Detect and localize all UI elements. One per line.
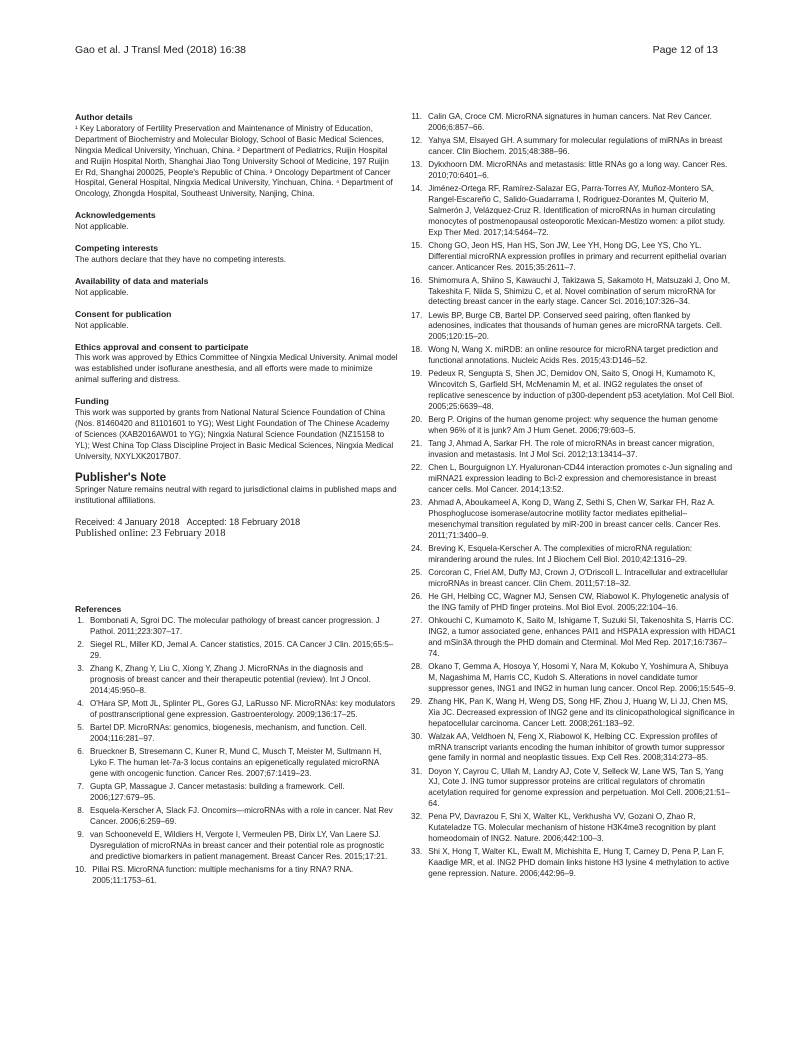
reference-item	[75, 699, 398, 721]
reference-text: Lewis BP, Burge CB, Bartel DP. Conserved seed pairing, often flanked by adenosines, indicates that thousands of human genes are microRNA targets. Cell. 2005;120:15–20.	[428, 310, 723, 342]
section-heading: Competing interests	[75, 243, 159, 254]
reference-item	[411, 767, 736, 811]
reference-text: Calin GA, Croce CM. MicroRNA signatures in human cancers. Nat Rev Cancer. 2006;6:857–66.	[428, 112, 712, 132]
reference-item	[75, 616, 398, 638]
reference-text: Chong GO, Jeon HS, Han HS, Son JW, Lee YH, Hong DG, Lee YS, Cho YL. Differential microRNA expression profiles in primary and recurrent epithelial ovarian cancer. Anticancer Res. 2015;35:2611–7.	[428, 240, 727, 272]
reference-number: 3.	[77, 664, 84, 674]
reference-text: Pedeux R, Sengupta S, Shen JC, Demidov ON, Saito S, Onogi H, Kumamoto K, Wincovitch S, Garfield SH, McMenamin M, et al. ING2 regulates the onset of replicative senescence by induction of p300-dependent p53 acetylation. Mol Cell Biol. 2005;25:6639–48.	[428, 369, 735, 412]
reference-item	[75, 782, 398, 804]
reference-number: 16.	[411, 275, 423, 285]
reference-number: 2.	[77, 640, 84, 650]
reference-item	[411, 697, 736, 730]
reference-text: Pillai RS. MicroRNA function: multiple mechanisms for a tiny RNA? RNA. 2005;11:1753–61.	[92, 864, 354, 885]
section-heading: Funding	[75, 396, 109, 407]
reference-number: 10.	[75, 864, 87, 874]
declarations	[75, 112, 398, 463]
section-body: This work was approved by Ethics Committee of Ningxia Medical University. Animal model was established under isoflurane anesthesia, and all efforts were made to minimize animal suffering and distress.	[75, 353, 398, 385]
reference-item	[411, 568, 736, 590]
reference-text: Tang J, Ahmad A, Sarkar FH. The role of microRNAs in breast cancer migration, invasion and metastasis. Int J Mol Sci. 2012;13:13414–37.	[428, 439, 715, 460]
right-column	[411, 112, 736, 882]
reference-text: Siegel RL, Miller KD, Jemal A. Cancer statistics, 2015. CA Cancer J Clin. 2015;65:5–29.	[90, 640, 394, 661]
reference-text: Corcoran C, Friel AM, Duffy MJ, Crown J, O'Driscoll L. Intracellular and extracellular microRNAs in breast cancer. Clin Chem. 2011;57:18–32.	[428, 567, 728, 588]
section-heading: Author details	[75, 112, 133, 122]
reference-item	[75, 723, 398, 745]
reference-item	[411, 592, 736, 614]
reference-number: 29.	[411, 696, 423, 706]
reference-text: Jiménez-Ortega RF, Ramírez-Salazar EG, Parra-Torres AY, Muñoz-Montero SA, Rangel-Escareño C, Salido-Guadarrama I, Rodriguez-Dorantes M, Quiterio M, Salmerón J, Velázquez-Cruz R. Identification of microRNAs in human circulating monocytes of postmenopausal osteoporotic Mexican-Mestizo women: a pilot study. Exp Ther Med. 2017;14:5464–72.	[428, 184, 726, 237]
section-body: Not applicable.	[75, 222, 129, 232]
left-column	[75, 112, 398, 889]
reference-text: He GH, Helbing CC, Wagner MJ, Sensen CW, Riabowol K. Phylogenetic analysis of the ING family of PHD finger proteins. Mol Biol Evol. 2005;22:104–16.	[428, 591, 729, 612]
reference-text: Gupta GP, Massague J. Cancer metastasis: building a framework. Cell. 2006;127:679–95.	[90, 782, 345, 802]
reference-text: Esquela-Kerscher A, Slack FJ. Oncomirs—microRNAs with a role in cancer. Nat Rev Cancer. 2006;6:259–69.	[90, 806, 393, 826]
reference-number: 28.	[411, 661, 423, 671]
reference-number: 1.	[77, 616, 84, 626]
section-body: This work was supported by grants from National Natural Science Foundation of China (Nos. 81460420 and 81101601 to YG); West Light Foundation of The Chinese Academy of Sciences (XAB2016AW01 to YG); Ningxia Natural Science Foundation (NZ15158 to YL); West China Top Class Discipline Project in Basic Medical Sciences, Ningxia Medical University, NXYLXK2017B07.	[75, 408, 394, 461]
reference-number: 33.	[411, 847, 423, 857]
article-dates	[75, 517, 398, 540]
reference-number: 18.	[411, 345, 423, 355]
reference-text: Berg P. Origins of the human genome project: why sequence the human genome when 96% of it is junk? Am J Hum Genet. 2006;79:603–5.	[428, 415, 718, 436]
reference-item	[75, 865, 398, 887]
reference-number: 6.	[77, 747, 84, 757]
reference-text: Ahmad A, Aboukameel A, Kong D, Wang Z, Sethi S, Chen W, Sarkar FH, Raz A. Phosphoglucose isomerase/autocrine motility factor mediates epithelial–mesenchymal transition regulated by miR-200 in breast cancer cells. Cancer Res. 2011;71:3400–9.	[428, 498, 721, 540]
reference-number: 17.	[411, 310, 423, 320]
reference-item	[75, 664, 398, 697]
reference-text: Walzak AA, Veldhoen N, Feng X, Riabowol K, Helbing CC. Expression profiles of mRNA transcript variants encoding the human inhibitor of growth tumor suppressor gene family in normal and neoplastic tissues. Exp Cell Res. 2008;314:273–85.	[428, 731, 725, 763]
reference-item	[411, 616, 736, 660]
reference-item	[411, 184, 736, 239]
reference-number: 24.	[411, 543, 423, 553]
reference-number: 8.	[77, 806, 84, 815]
section-body: Not applicable.	[75, 320, 129, 330]
publisher-note-body: Springer Nature remains neutral with regard to jurisdictional claims in published maps and institutional affiliations.	[75, 485, 397, 506]
reference-text: Doyon Y, Cayrou C, Ullah M, Landry AJ, Cote V, Selleck W, Lane WS, Tan S, Yang XJ, Cote J. ING tumor suppressor proteins are critical regulators of chromatin acetylation required for genome expression and perpetuation. Mol Cell. 2006;21:51–64.	[428, 766, 730, 809]
section-body: The authors declare that they have no competing interests.	[75, 254, 287, 264]
publisher-note-heading: Publisher's Note	[75, 470, 167, 484]
reference-number: 13.	[411, 160, 423, 169]
reference-number: 25.	[411, 567, 423, 577]
reference-text: Wong N, Wang X. miRDB: an online resource for microRNA target prediction and functional annotations. Nucleic Acids Res. 2015;43:D146–52.	[428, 345, 718, 366]
reference-number: 30.	[411, 731, 423, 741]
reference-number: 26.	[411, 591, 423, 601]
reference-text: Shi X, Hong T, Walter KL, Ewalt M, Michishita E, Hung T, Carney D, Pena P, Lan F, Kaadige MR, et al. ING2 PHD domain links histone H3 lysine 4 methylation to active gene repression. Nature. 2006;442:96–9.	[428, 847, 730, 879]
section-body: ¹ Key Laboratory of Fertility Preservation and Maintenance of Ministry of Education, Department of Biochemistry and Molecular Biology, School of Basic Medical Sciences, Ningxia Medical University, Yinchuan, China. ² Department of Pediatrics, Ruijin Hospital and Ruijin Hospital North, Shanghai Jiao Tong University School of Medicine, 197 Ruijin Er Rd, Shanghai 200025, People's Republic of China. ³ Oncology Department of Cancer Hospital, General Hospital, Ningxia Medical University, Yinchuan, China. ⁴ Department of Oncology, Zhongda Hospital, Southeast University, Nanjing, China.	[75, 123, 393, 199]
reference-text: Breving K, Esquela-Kerscher A. The complexities of microRNA regulation: mirandering around the rules. Int J Biochem Cell Biol. 2010;42:1316–29.	[428, 543, 693, 564]
reference-number: 20.	[411, 415, 423, 425]
reference-item	[411, 311, 736, 344]
reference-item	[75, 747, 398, 780]
reference-text: Bartel DP. MicroRNAs: genomics, biogenesis, mechanism, and function. Cell. 2004;116:281–97.	[90, 723, 367, 743]
reference-item	[411, 439, 736, 461]
running-head	[75, 44, 718, 56]
page-number: Page 12 of 13	[652, 44, 718, 56]
reference-text: O'Hara SP, Mott JL, Splinter PL, Gores GJ, LaRusso NF. MicroRNAs: key modulators of posttranscriptional gene expression. Gastroenterology. 2009;136:17–25.	[90, 699, 396, 719]
reference-item	[411, 112, 736, 134]
reference-item	[75, 806, 398, 828]
reference-list-right	[411, 112, 736, 880]
references-heading: References	[75, 604, 122, 615]
reference-number: 11.	[411, 112, 422, 121]
reference-number: 15.	[411, 240, 423, 250]
section-heading: Consent for publication	[75, 308, 172, 319]
reference-text: Pena PV, Davrazou F, Shi X, Walter KL, Verkhusha VV, Gozani O, Zhao R, Kutateladze TG. Molecular mechanism of histone H3K4me3 recognition by plant homeodomain of ING2. Nature. 2006;442:100–3.	[428, 812, 716, 844]
section-heading: Acknowledgements	[75, 210, 156, 221]
reference-item	[411, 241, 736, 274]
reference-number: 4.	[77, 699, 84, 709]
reference-number: 22.	[411, 463, 423, 473]
reference-number: 23.	[411, 498, 423, 508]
reference-item	[75, 640, 398, 662]
section-heading: Availability of data and materials	[75, 275, 209, 286]
reference-text: Bombonati A, Sgroi DC. The molecular pathology of breast cancer progression. J Pathol. 2011;223:307–17.	[90, 616, 380, 637]
reference-number: 27.	[411, 615, 423, 625]
reference-item	[411, 812, 736, 845]
reference-item	[411, 136, 736, 158]
reference-item	[411, 732, 736, 765]
reference-text: Okano T, Gemma A, Hosoya Y, Hosomi Y, Nara M, Kokubo Y, Yoshimura A, Shibuya M, Nagashima M, Harris CC, Kudoh S. Alterations in novel candidate tumor suppressor genes, ING1 and ING2 in human lung cancer. Oncol Rep. 2006;15:545–9.	[428, 661, 736, 693]
published-date: Published online: 23 February 2018	[75, 528, 226, 540]
reference-item	[411, 544, 736, 566]
reference-item	[411, 415, 736, 437]
reference-item	[75, 830, 398, 863]
reference-item	[411, 662, 736, 695]
reference-text: Yahya SM, Elsayed GH. A summary for molecular regulations of miRNAs in breast cancer. Clin Biochem. 2015;48:388–96.	[428, 136, 723, 156]
reference-number: 21.	[411, 439, 423, 449]
reference-number: 12.	[411, 136, 423, 145]
reference-number: 32.	[411, 812, 423, 822]
reference-item	[411, 276, 736, 309]
reference-item	[411, 369, 736, 413]
reference-number: 5.	[77, 723, 84, 733]
reference-text: Chen L, Bourguignon LY. Hyaluronan-CD44 interaction promotes c-Jun signaling and miRNA21 expression leading to Bcl-2 expression and chemoresistance in breast cancer cells. Mol Cancer. 2014;13:52.	[428, 463, 733, 495]
reference-item	[411, 463, 736, 496]
reference-number: 7.	[77, 782, 84, 791]
reference-item	[411, 498, 736, 542]
reference-number: 19.	[411, 369, 423, 379]
reference-text: van Schooneveld E, Wildiers H, Vergote I, Vermeulen PB, Dirix LY, Van Laere SJ. Dysregulation of microRNAs in breast cancer and their potential role as prognostic and predictive biomarkers in patient management. Breast Cancer Res. 2015;17:21.	[90, 830, 388, 861]
reference-text: Ohkouchi C, Kumamoto K, Saito M, Ishigame T, Suzuki SI, Takenoshita S, Harris CC. ING2, a tumor associated gene, enhances PAI1 and HSPA1A expression with HDAC1 and mSin3A through the PHD domain and Cterminal. Mol Med Rep. 2017;16:7367–74.	[428, 615, 736, 658]
reference-number: 9.	[77, 830, 84, 839]
reference-number: 14.	[411, 184, 423, 193]
section-heading: Ethics approval and consent to participate	[75, 341, 249, 352]
reference-text: Zhang HK, Pan K, Wang H, Weng DS, Song HF, Zhou J, Huang W, Li JJ, Chen MS, Xia JC. Decreased expression of ING2 gene and its clinicopathological significance in hepatocellular carcinoma. Cancer Lett. 2008;261:183–92.	[428, 696, 735, 728]
reference-list-left	[75, 616, 398, 887]
received-accepted-dates: Received: 4 January 2018 Accepted: 18 February 2018	[75, 517, 301, 528]
reference-text: Zhang K, Zhang Y, Liu C, Xiong Y, Zhang J. MicroRNAs in the diagnosis and prognosis of breast cancer and their therapeutic potential (review). Int J Oncol. 2014;45:950–8.	[90, 664, 371, 695]
section-body: Not applicable.	[75, 287, 129, 297]
reference-text: Shimomura A, Shiino S, Kawauchi J, Takizawa S, Sakamoto H, Matsuzaki J, Ono M, Takeshita F, Niida S, Shimizu C, et al. Novel combination of serum microRNA for detecting breast cancer in the early stage. Cancer Sci. 2016;107:326–34.	[428, 275, 730, 307]
reference-number: 31.	[411, 766, 423, 776]
citation-header: Gao et al. J Transl Med (2018) 16:38	[75, 44, 247, 56]
reference-text: Brueckner B, Stresemann C, Kuner R, Mund C, Musch T, Meister M, Sultmann H, Lyko F. The human let-7a-3 locus contains an epigenetically regulated microRNA gene with oncogenic function. Cancer Res. 2007;67:1419–23.	[90, 747, 382, 778]
reference-item	[411, 160, 736, 182]
reference-item	[411, 345, 736, 367]
reference-text: Dykxhoorn DM. MicroRNAs and metastasis: little RNAs go a long way. Cancer Res. 2010;70:6401–6.	[428, 160, 728, 180]
reference-item	[411, 847, 736, 880]
